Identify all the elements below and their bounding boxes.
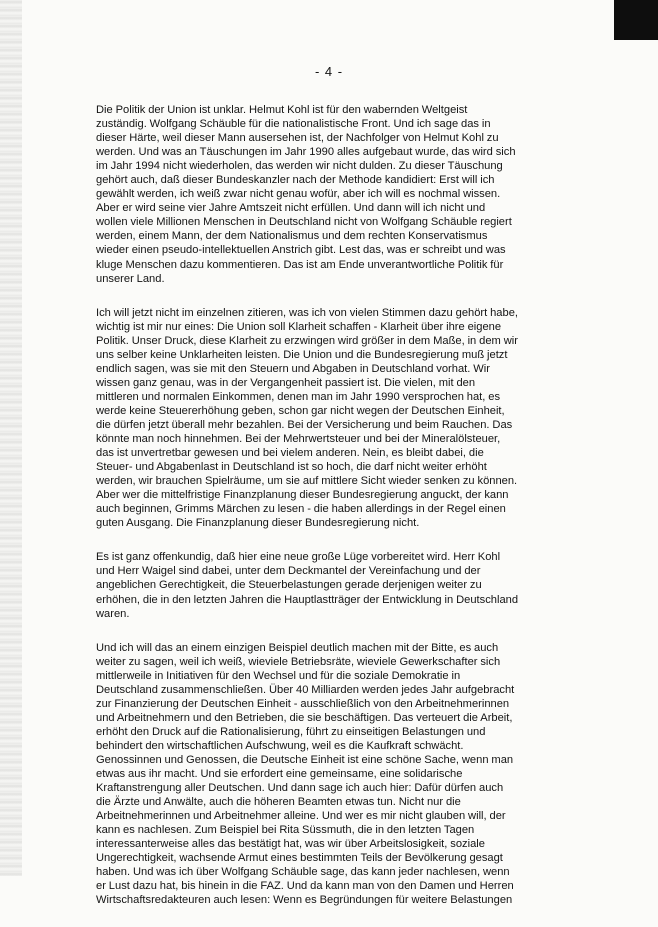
document-body (96, 103, 630, 927)
text-line: haben. Und was ich über Wolfgang Schäuble sage, das kann jeder nachlesen, wenn (96, 866, 510, 879)
text-line: Deutschland zusammenschließen. Über 40 Milliarden werden jedes Jahr aufgebracht (96, 683, 515, 696)
text-line: endlich sagen, was sie mit den Steuern und Abgaben in Deutschland vorhat. Wir (96, 362, 490, 375)
text-line: unserer Land. (96, 272, 165, 285)
text-line: Politik. Unser Druck, diese Klarheit zu erzwingen wird größer in dem Maße, in dem wir (96, 334, 518, 347)
text-line: und Arbeitnehmern und den Betrieben, die sie beschäftigen. Das verteuert die Arbeit, (96, 711, 513, 724)
text-line: und Herr Waigel sind dabei, unter dem Deckmantel der Vereinfachung und der (96, 565, 481, 578)
text-line: zuständig. Wolfgang Schäuble für die nationalistische Front. Und ich sage das in (96, 118, 491, 131)
text-line: im Jahr 1994 nicht wiederholen, das werden wir nicht dulden. Zu dieser Täuschung (96, 160, 503, 173)
text-line: Ich will jetzt nicht im einzelnen zitieren, was ich von vielen Stimmen dazu gehört habe, (96, 306, 518, 319)
text-line: weiter zu sagen, weil ich weiß, wieviele Betriebsräte, wieviele Gewerkschafter sich (96, 655, 501, 668)
text-line: Genossinnen und Genossen, die Deutsche Einheit ist eine schöne Sache, wenn man (96, 753, 514, 766)
text-line: Kraftanstrengung aller Deutschen. Und dann sage ich auch hier: Dafür dürfen auch (96, 782, 504, 795)
text-line: gewählt werden, ich weiß zwar nicht genau wofür, aber ich will es nochmal wissen. (96, 188, 501, 201)
text-line: Aber wer die mittelfristige Finanzplanung dieser Bundesregierung anguckt, der kann (96, 489, 509, 502)
text-line: interessanterweise alles das bestätigt hat, was wir über Arbeitslosigkeit, soziale (96, 838, 485, 851)
text-line: werden, einem Mann, der dem Nationalismus und dem rechten Konservatismus (96, 230, 488, 243)
text-line: erhöhen, die in den letzten Jahren die Hauptlastträger der Entwicklung in Deutschland (96, 593, 519, 606)
paragraph-1 (96, 103, 630, 286)
text-line: werden, wir brauchen Spielräume, um sie auf mittlere Sicht wieder senken zu können. (96, 475, 518, 488)
text-line: mittlerweile in Initiativen für den Wechsel und für die soziale Demokratie in (96, 669, 461, 682)
text-line: auch beginnen, Grimms Märchen zu lesen - die haben allerdings in der Regel einen (96, 503, 506, 516)
text-line: mittleren und normalen Einkommen, denen man im Jahr 1990 versprochen hat, es (96, 390, 501, 403)
text-line: guten Ausgang. Die Finanzplanung dieser Bundesregierung nicht. (96, 517, 420, 530)
text-line: Wirtschaftsredakteuren auch lesen: Wenn es Begründungen für weitere Belastungen (96, 894, 513, 907)
paragraph-4 (96, 641, 630, 908)
text-line: wichtig ist mir nur eines: Die Union soll Klarheit schaffen - Klarheit über ihre eigene (96, 320, 502, 333)
text-line: er Lust dazu hat, bis hinein in die FAZ. Und da kann man von den Damen und Herren (96, 880, 514, 893)
text-line: Steuer- und Abgabenlast in Deutschland ist so hoch, die darf nicht weiter erhöht (96, 461, 487, 474)
text-line: zur Finanzierung der Deutschen Einheit - ausschließlich von den Arbeitnehmerinnen (96, 697, 510, 710)
text-line: werden. Und was an Täuschungen im Jahr 1990 alles aufgebaut wurde, das wird sich (96, 146, 516, 159)
text-line: uns selber keine Unklarheiten leisten. Die Union und die Bundesregierung muß jetzt (96, 348, 508, 361)
paragraph-3 (96, 550, 630, 620)
page-number: - 4 - (314, 64, 344, 79)
text-line: werde keine Steuererhöhung geben, schon gar nicht wegen der Deutschen Einheit, (96, 404, 505, 417)
text-line: kluge Menschen dazu kommentieren. Das ist am Ende unverantwortliche Politik für (96, 258, 504, 271)
paragraph-2 (96, 306, 630, 531)
text-line: Ungerechtigkeit, wachsende Armut eines bestimmten Teils der Bevölkerung gesagt (96, 852, 503, 865)
text-line: Die Politik der Union ist unklar. Helmut Kohl ist für den wabernden Weltgeist (96, 104, 468, 116)
text-line: Aber er wird seine vier Jahre Amtszeit nicht erfüllen. Und dann will ich nicht und (96, 202, 486, 215)
text-line: etwas aus ihr macht. Und sie erfordert eine gemeinsame, eine solidarische (96, 768, 463, 781)
text-line: erhöht den Druck auf die Rationalisierung, führt zu einseitigen Belastungen und (96, 725, 486, 738)
text-line: Es ist ganz offenkundig, daß hier eine neue große Lüge vorbereitet wird. Herr Kohl (96, 551, 501, 564)
text-line: waren. (96, 607, 130, 620)
text-line: kann es nachlesen. Zum Beispiel bei Rita Süssmuth, die in den letzten Tagen (96, 824, 475, 837)
text-line: gehört auch, daß dieser Bundeskanzler nach der Methode kandidiert: Erst will ich (96, 174, 495, 187)
text-line: dieser Härte, weil dieser Mann ausersehen ist, der Nachfolger von Helmut Kohl zu (96, 132, 499, 145)
text-line: wieder einen pseudo-intellektuellen Anstrich gibt. Lest das, was er schreibt und was (96, 244, 506, 257)
scan-corner-mark (614, 0, 658, 40)
text-line: könnte man noch hinnehmen. Bei der Mehrwertsteuer und bei der Mineralölsteuer, (96, 433, 501, 446)
text-line: angeblichen Gerechtigkeit, die Steuerbelastungen gerade derjenigen weiter zu (96, 579, 482, 592)
text-line: behindert den wirtschaftlichen Aufschwung, weil es die Kaufkraft schwächt. (96, 739, 464, 752)
text-line: Und ich will das an einem einzigen Beispiel deutlich machen mit der Bitte, es auch (96, 641, 499, 654)
text-line: wollen viele Millionen Menschen in Deutschland nicht von Wolfgang Schäuble regiert (96, 216, 512, 229)
text-line: die dürfen jetzt überall mehr bezahlen. Bei der Versicherung und beim Rauchen. Das (96, 418, 513, 431)
text-line: wissen ganz genau, was in der Vergangenheit passiert ist. Die vielen, mit den (96, 376, 476, 389)
scan-edge (0, 0, 22, 876)
text-line: das ist unvertretbar gewesen und bei vielem anderen. Nein, es bleibt dabei, die (96, 447, 484, 460)
text-line: die Ärzte und Anwälte, auch die höheren Beamten etwas tun. Nicht nur die (96, 796, 461, 809)
text-line: Arbeitnehmerinnen und Arbeitnehmer alleine. Und wer es mir nicht glauben will, der (96, 810, 506, 823)
